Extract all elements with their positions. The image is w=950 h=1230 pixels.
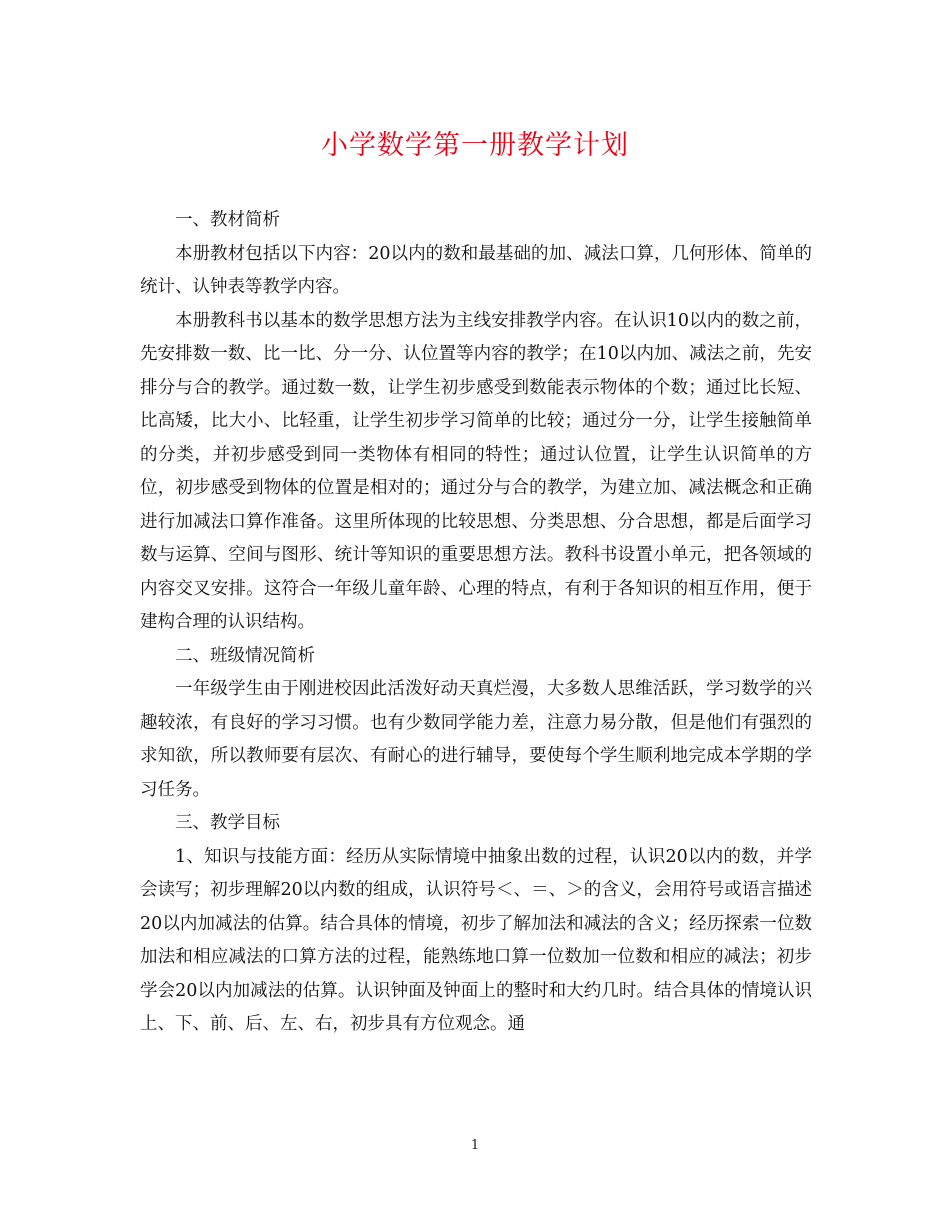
document-title: 小学数学第一册教学计划 bbox=[321, 130, 629, 161]
section-heading-class-analysis: 二、班级情况简析 bbox=[175, 645, 315, 666]
section-heading-textbook-analysis: 一、教材简析 bbox=[175, 210, 280, 230]
paragraph-knowledge-skills: 1、知识与技能方面：经历从实际情境中抽象出数的过程，认识20以内的数，并学会读写；初步理解20以内数的组成，认识符号＜、＝、＞的含义，会用符号或语言描述20以内加减法的估算。结合具体的情境，初步了解加法和减法的含义；经历探索一位数加法和相应减法的口算方法的过程，能熟练地口算一位数加一位数和相应的减法；初步学会20以内加减法的估算。认识钟面及钟面上的整时和大约几时。结合具体的情境认识上、下、前、后、左、右，初步具有方位观念。通 bbox=[140, 846, 812, 1034]
paragraph-textbook-contents: 本册教材包括以下内容：20以内的数和最基础的加、减法口算，几何形体、简单的统计、认钟表等教学内容。 bbox=[140, 243, 812, 297]
paragraph-textbook-arrangement: 本册教科书以基本的数学思想方法为主线安排教学内容。在认识10以内的数之前，先安排数一数、比一比、分一分、认位置等内容的教学；在10以内加、减法之前，先安排分与合的教学。通过数一数，让学生初步感受到数能表示物体的个数；通过比长短、比高矮，比大小、比轻重，让学生初步学习简单的比较；通过分一分，让学生接触简单的分类，并初步感受到同一类物体有相同的特性；通过认位置，让学生认识简单的方位，初步感受到物体的位置是相对的；通过分与合的教学，为建立加、减法概念和正确进行加减法口算作准备。这里所体现的比较思想、分类思想、分合思想，都是后面学习数与运算、空间与图形、统计等知识的重要思想方法。教科书设置小单元，把各领域的内容交叉安排。这符合一年级儿童年龄、心理的特点，有利于各知识的相互作用，便于建构合理的认识结构。 bbox=[140, 310, 812, 632]
page-number: 1 bbox=[470, 1138, 480, 1153]
section-heading-teaching-goals: 三、教学目标 bbox=[175, 813, 280, 833]
document-body bbox=[140, 204, 812, 1042]
paragraph-class-situation: 一年级学生由于刚进校因此活泼好动天真烂漫，大多数人思维活跃，学习数学的兴趣较浓，有良好的学习习惯。也有少数同学能力差，注意力易分散，但是他们有强烈的求知欲，所以教师要有层次、有耐心的进行辅导，要使每个学生顺利地完成本学期的学习任务。 bbox=[140, 679, 812, 800]
